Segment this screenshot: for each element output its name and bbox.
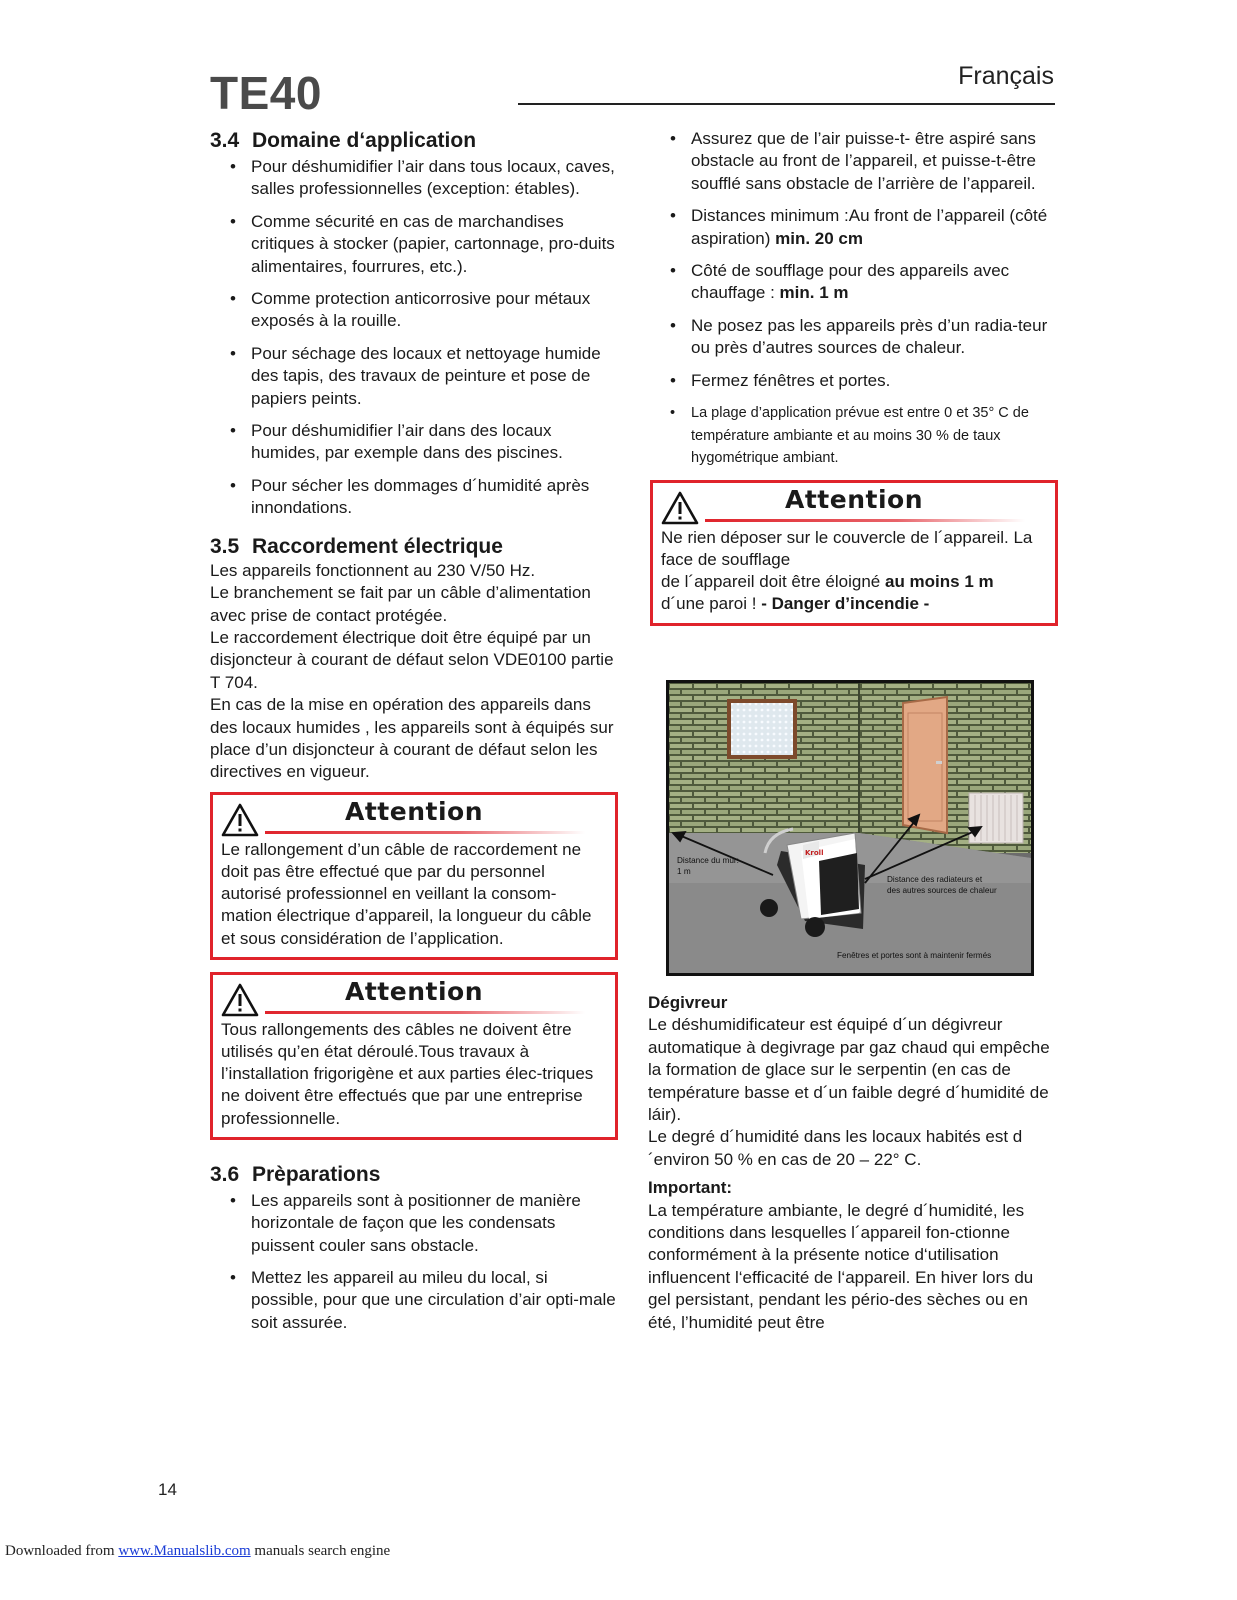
label-windows-doors: Fenêtres et portes sont à maintenir fermés — [837, 951, 992, 960]
section-number: 3.5 — [210, 534, 240, 558]
language-label: Français — [958, 62, 1054, 90]
attention-text-line: d´une paroi ! — [661, 594, 762, 614]
list-item: • Fermez fénêtres et portes. — [670, 370, 1058, 392]
radiator-drawing — [969, 793, 1023, 843]
attention-text: Tous rallongements des câbles ne doivent être utilisés qu’en état déroulé.Tous travaux à l’installation frigorigène et aux parties élec-triques ne doivent être effectués que par une entreprise professionnelle. — [221, 1019, 594, 1128]
list-item: • Pour séchage des locaux et nettoyage humide des tapis, des travaux de peinture et pose de papiers peints. — [230, 343, 618, 410]
label-wall-distance-value: 1 m — [677, 867, 691, 876]
list-item-bold: min. 20 cm — [775, 228, 863, 248]
attention-underline — [705, 519, 1025, 522]
attention-title: Attention — [785, 484, 923, 514]
list-item — [670, 205, 1058, 250]
section-3-6-heading — [210, 1162, 618, 1188]
list-item — [670, 260, 1058, 305]
degivreur-section — [648, 992, 1058, 1334]
attention-header — [661, 484, 1047, 527]
attention-text-line: Ne rien déposer sur le couvercle de l´appareil. La face de soufflage — [661, 527, 1033, 570]
room-illustration — [666, 680, 1034, 976]
preparation-list-continued — [650, 128, 1058, 470]
attention-text — [661, 527, 1047, 616]
footer-suffix: manuals search engine — [250, 1543, 391, 1559]
paragraph: La température ambiante, le degré d´humidité, les conditions dans lesquelles l´appareil fon-ctionne conformément à la présente notice d‘utilisation influencent l‘efficacité de l‘appareil. En hiver lors du gel persistant, pendant les pério-des sèches ou en été, l’humidité peut être — [648, 1200, 1034, 1332]
attention-text-bold: au moins 1 m — [884, 572, 994, 592]
attention-header — [221, 976, 607, 1019]
section-3-4-heading — [210, 128, 618, 154]
footer-prefix: Downloaded from — [5, 1543, 119, 1559]
paragraph: Le raccordement électrique doit être équipé par un disjoncteur à courant de défaut selon VDE0100 partie T 704. — [210, 627, 614, 692]
attention-text: Le rallongement d’un câble de raccordement ne doit pas être effectué que par du personnel autorisé professionnel en veillant la consom-mation électrique d’appareil, la longueur du câble et sous considération de l’application. — [221, 839, 592, 948]
paragraph: Les appareils fonctionnent au 230 V/50 Hz. — [210, 560, 536, 580]
list-item: • Pour déshumidifier l’air dans des locaux humides, par exemple dans des piscines. — [230, 420, 618, 465]
section-title: Raccordement électrique — [252, 534, 503, 558]
download-footer — [5, 1543, 390, 1560]
list-item: • Comme sécurité en cas de marchandises critiques à stocker (papier, cartonnage, pro-duits alimentaires, fourrures, etc.). — [230, 211, 618, 278]
list-item: • Mettez les appareil au mileu du local, si possible, pour que une circulation d’air opti-male soit assurée. — [230, 1267, 618, 1334]
section-number: 3.6 — [210, 1162, 240, 1186]
section-3-5-heading — [210, 534, 618, 560]
attention-box — [210, 792, 618, 960]
list-item-text: Côté de soufflage pour des appareils avec chauffage : — [691, 261, 1010, 303]
preparation-list — [210, 1190, 618, 1334]
label-radiator-distance-2: des autres sources de chaleur — [887, 886, 997, 895]
section-number: 3.4 — [210, 129, 240, 152]
attention-text-line: de l´appareil doit être éloigné — [661, 572, 885, 592]
list-item: • La plage d’application prévue est entre 0 et 35° C de température ambiante et au moins 30 % de taux hygométrique ambiant. — [670, 402, 1058, 470]
degivreur-title: Dégivreur — [648, 993, 728, 1012]
attention-underline — [265, 1011, 585, 1014]
left-column — [210, 128, 618, 1344]
list-item: • Comme protection anticorrosive pour métaux exposés à la rouille. — [230, 288, 618, 333]
paragraph: En cas de la mise en opération des appareils dans des locaux humides , les appareils sont à équipés sur place d’un disjoncteur à courant de défaut selon les directives en vigueur. — [210, 695, 614, 782]
document-model-title: TE40 — [210, 67, 322, 119]
paragraph: Le déshumidificateur est équipé d´un dégivreur automatique à degivrage par gaz chaud qui empêche la formation de glace sur le serpentin (en cas de température basse et d´un faible degré d´humidité de láir). — [648, 1015, 1050, 1125]
right-column — [650, 128, 1058, 626]
paragraph: Le degré d´humidité dans les locaux habités est d´environ 50 % en cas de 20 – 22° C. — [648, 1127, 1023, 1169]
attention-box — [650, 480, 1058, 626]
paragraph: Le branchement se fait par un câble d’alimentation avec prise de contact protégée. — [210, 583, 591, 625]
label-radiator-distance: Distance des radiateurs et — [887, 875, 983, 884]
list-item: • Assurez que de l’air puisse-t- être aspiré sans obstacle au front de l’appareil, et puisse-t-être soufflé sans obstacle de l’arrière de l’appareil. — [670, 128, 1058, 195]
important-title: Important: — [648, 1178, 733, 1198]
page-number: 14 — [158, 1480, 177, 1499]
list-item: • Pour déshumidifier l’air dans tous locaux, caves, salles professionnelles (exception: étables). — [230, 156, 618, 201]
manualslib-link[interactable]: www.Manualslib.com — [118, 1543, 251, 1559]
section-title: Domaine d‘application — [252, 129, 477, 152]
header-divider — [518, 103, 1055, 105]
list-item-bold: min. 1 m — [779, 283, 849, 303]
list-item: • Pour sécher les dommages d´humidité après innondations. — [230, 475, 618, 520]
attention-title: Attention — [345, 976, 483, 1006]
list-item-text: Distances minimum :Au front de l’appareil (côté aspiration) — [691, 206, 1048, 248]
application-list — [210, 156, 618, 520]
attention-box — [210, 972, 618, 1140]
section-title: Prèparations — [252, 1162, 381, 1186]
room-illustration-drawing — [669, 683, 1031, 973]
list-item: • Les appareils sont à positionner de manière horizontale de façon que les condensats puissent couler sans obstacle. — [230, 1190, 618, 1257]
list-item: • Ne posez pas les appareils près d’un radia-teur ou près d’autres sources de chaleur. — [670, 315, 1058, 360]
attention-underline — [265, 831, 585, 834]
attention-title: Attention — [345, 796, 483, 826]
unit-brand-logo: Kroll — [805, 849, 824, 857]
label-wall-distance: Distance du mur: — [677, 856, 739, 865]
attention-header — [221, 796, 607, 839]
attention-text-bold: - Danger d’incendie - — [761, 594, 930, 614]
